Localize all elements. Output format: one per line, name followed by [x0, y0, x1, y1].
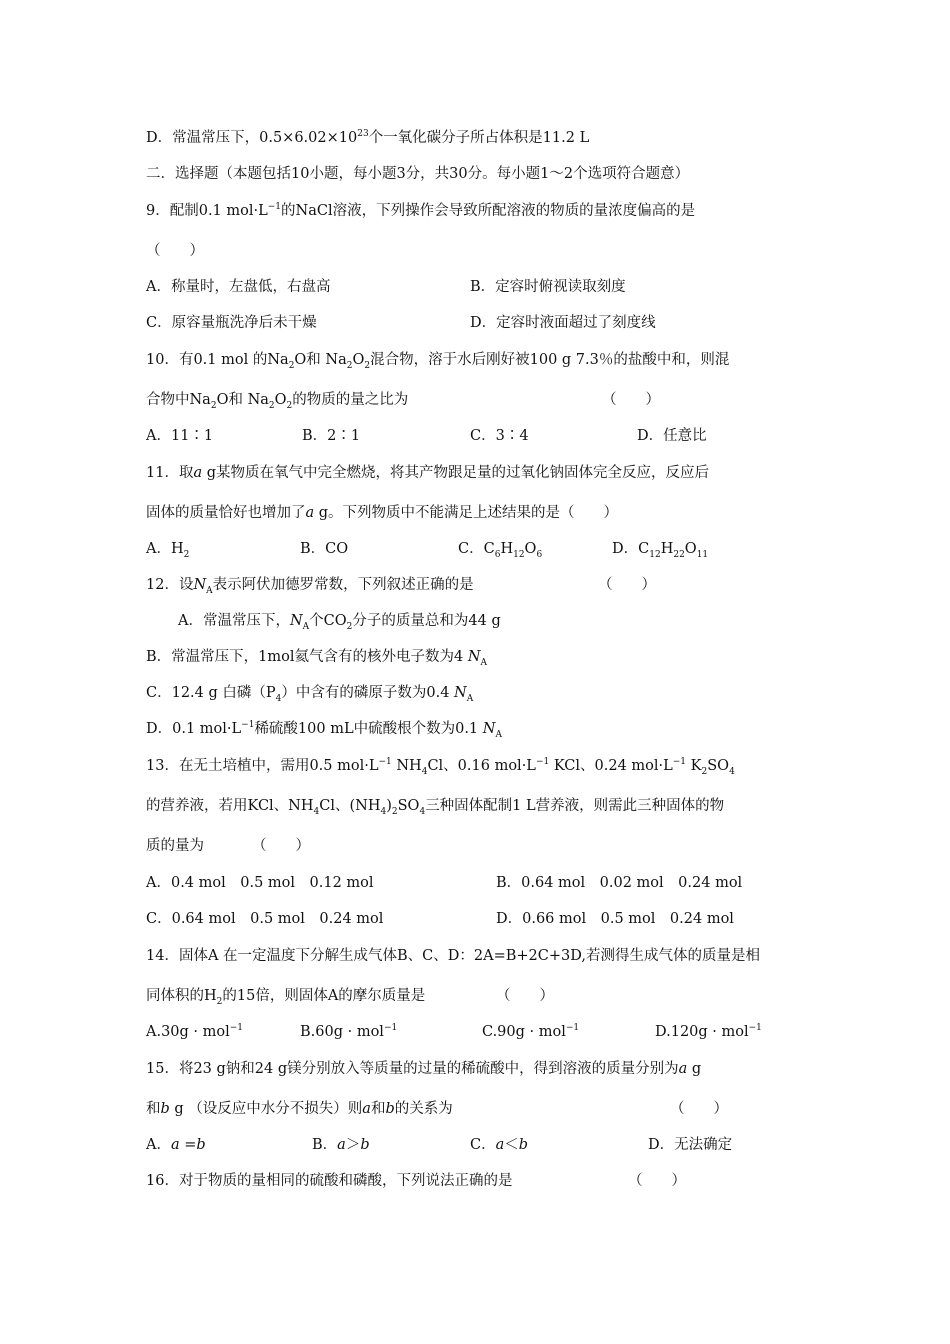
answer-paren: （ ）: [252, 838, 310, 854]
q11-option-d: D．$C_{12}H_{22}O_{11}$: [612, 541, 709, 560]
q10-option-a: A．11∶1: [146, 428, 214, 444]
q9-option-d: D．定容时液面超过了刻度线: [470, 315, 656, 331]
answer-paren: （ ）: [598, 577, 656, 593]
q11-option-b: B．CO: [300, 541, 349, 557]
q9-option-a: A．称量时，左盘低，右盘高: [146, 279, 331, 295]
question-13-stem-line3: 质的量为: [146, 838, 204, 854]
q14-option-d: D.120g · mol$^{-1}$: [655, 1023, 762, 1040]
q9-option-b: B．定容时俯视读取刻度: [470, 279, 626, 295]
question-9-stem: 9．配制0.1 $mol\cdot L^{-1}$的NaCl溶液，下列操作会导致所配溶液的物质的量浓度偏高的是: [146, 202, 696, 219]
question-16-stem: 16．对于物质的量相同的硫酸和磷酸，下列说法正确的是: [146, 1173, 513, 1189]
q12-option-b: B．常温常压下，1mol氦气含有的核外电子数为4 $N_A$: [146, 649, 488, 668]
question-14-stem-line2: 同体积的$H_2$的15倍，则固体A的摩尔质量是: [146, 988, 426, 1007]
question-15-stem-line2: 和b g （设反应中水分不损失）则a和b的关系为: [146, 1101, 453, 1117]
q15-option-c: C．a＜b: [470, 1137, 529, 1153]
q11-option-c: C．$C_6H_{12}O_6$: [458, 541, 543, 560]
answer-paren: （ ）: [628, 1173, 686, 1189]
answer-paren: （ ）: [670, 1101, 728, 1117]
q13-option-d: D．0.66 mol 0.5 mol 0.24 mol: [496, 911, 734, 927]
q8-option-d: D．常温常压下，$0.5\times 6.02\times 10^{23}$个一氧化碳分子所占体积是11.2 L: [146, 129, 590, 146]
q11-option-a: A．$H_2$: [146, 541, 190, 560]
q13-option-a: A．0.4 mol 0.5 mol 0.12 mol: [146, 875, 374, 891]
question-13-stem-line2: 的营养液，若用KCl、$NH_4Cl$、$(NH_4)_2SO_4$三种固体配制1 L营养液，则需此三种固体的物: [146, 798, 725, 817]
q14-option-b: B.60g · mol$^{-1}$: [300, 1023, 398, 1040]
q14-option-a: A.30g · mol$^{-1}$: [146, 1023, 244, 1040]
q15-option-b: B．a＞b: [312, 1137, 370, 1153]
q10-option-b: B．2∶1: [302, 428, 361, 444]
question-10-stem-line2: 合物中$Na_2O$和 $Na_2O_2$的物质的量之比为: [146, 392, 409, 411]
question-15-stem: 15．将23 g钠和24 g镁分别放入等质量的过量的稀硫酸中，得到溶液的质量分别为a g: [146, 1061, 702, 1077]
q10-option-c: C．3∶4: [470, 428, 529, 444]
q15-option-d: D．无法确定: [648, 1137, 733, 1153]
q15-option-a: A．a =b: [146, 1137, 206, 1153]
q10-option-d: D．任意比: [637, 428, 707, 444]
q13-option-c: C．0.64 mol 0.5 mol 0.24 mol: [146, 911, 384, 927]
q12-option-a: A．常温常压下，$N_A$个$CO_2$分子的质量总和为44 g: [178, 613, 501, 632]
question-11-stem: 11．取a g某物质在氧气中完全燃烧，将其产物跟足量的过氧化钠固体完全反应，反应后: [146, 465, 709, 481]
section-heading: 二．选择题（本题包括10小题，每小题3分，共30分。每小题1～2个选项符合题意）: [146, 166, 690, 182]
question-10-stem: 10．有0.1 mol 的$Na_2O$和 $Na_2O_2$混合物，溶于水后刚好被100 g 7.3％的盐酸中和，则混: [146, 352, 730, 371]
question-14-stem: 14．固体A 在一定温度下分解生成气体B、C、D：2A=B+2C+3D,若测得生成气体的质量是相: [146, 948, 760, 964]
q9-option-c: C．原容量瓶洗净后未干燥: [146, 315, 317, 331]
answer-paren: （ ）: [496, 988, 554, 1004]
answer-paren: （ ）: [146, 243, 204, 259]
q12-option-c: C．12.4 g 白磷$(P_4)$中含有的磷原子数为0.4 $N_A$: [146, 685, 474, 704]
q13-option-b: B．0.64 mol 0.02 mol 0.24 mol: [496, 875, 743, 891]
question-13-stem: 13．在无土培植中，需用0.5 $mol\cdot L^{-1}$ $NH_4Cl$、0.16 $mol\cdot L^{-1}$ KCl、0.24 $mol\cdot L^{-1}$ $K_2SO_4$: [146, 757, 735, 777]
question-12-stem: 12．设$N_A$表示阿伏加德罗常数，下列叙述正确的是: [146, 577, 474, 596]
q14-option-c: C.90g · mol$^{-1}$: [482, 1023, 580, 1040]
q12-option-d: D．0.1 $mol\cdot L^{-1}$稀硫酸100 mL中硫酸根个数为0.1 $N_A$: [146, 720, 502, 740]
question-11-stem-line2: 固体的质量恰好也增加了a g。下列物质中不能满足上述结果的是（ ）: [146, 505, 619, 521]
answer-paren: （ ）: [602, 392, 660, 408]
